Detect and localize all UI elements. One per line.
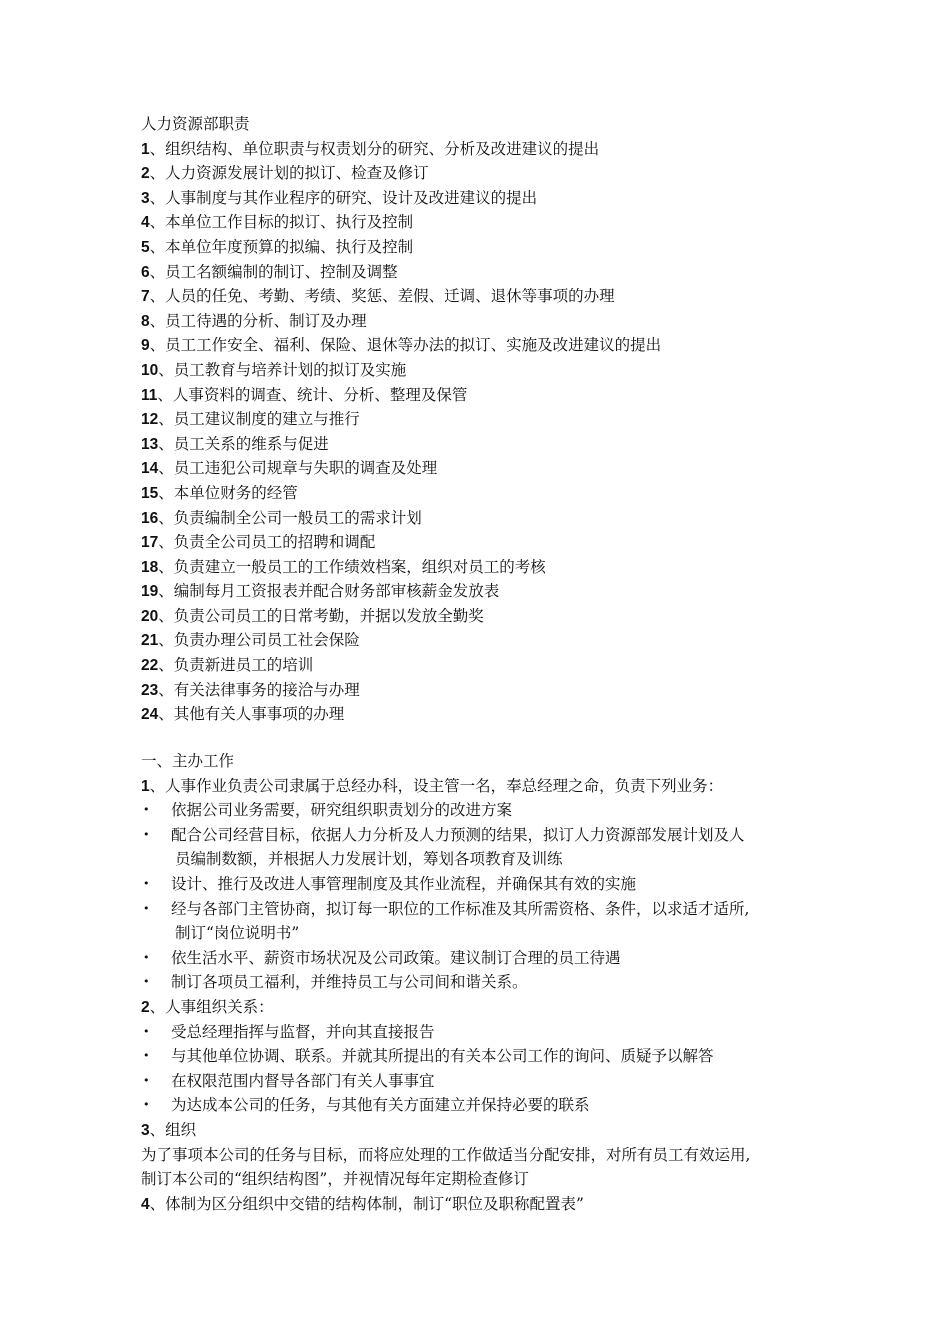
duty-text: 、人员的任免、考勤、考绩、奖惩、差假、迁调、退休等事项的办理 (149, 287, 615, 306)
bullet-continuation: 制订“岗位说明书” (175, 924, 300, 943)
duties-section (141, 112, 821, 727)
bullet-item (141, 872, 821, 897)
duty-text: 、本单位财务的经管 (158, 483, 298, 502)
bullet-item (141, 1069, 821, 1094)
duty-item (141, 161, 821, 186)
duty-item (141, 235, 821, 260)
item-text: 、体制为区分组织中交错的结构体制，制订“职位及职称配置表” (149, 1194, 584, 1213)
document-title: 人力资源部职责 (141, 115, 250, 133)
duty-text: 、员工工作安全、福利、保险、退休等办法的拟订、实施及改进建议的提出 (149, 336, 662, 355)
duty-text: 、员工关系的维系与促进 (158, 434, 329, 453)
duty-item (141, 432, 821, 457)
duty-item (141, 702, 821, 727)
duty-number: 12 (141, 411, 159, 429)
duties-list (141, 137, 821, 727)
duty-text: 、有关法律事务的接洽与办理 (158, 680, 360, 699)
duty-number: 15 (141, 484, 159, 502)
bullet-icon: • (143, 1049, 150, 1063)
duty-number: 21 (141, 632, 159, 650)
duty-item (141, 333, 821, 358)
bullet-item (141, 946, 821, 971)
bullet-text: 配合公司经营目标，依据人力分析及人力预测的结果，拟订人力资源部发展计划及人 (171, 825, 745, 844)
bullet-icon: • (143, 950, 150, 964)
duty-number: 22 (141, 657, 159, 675)
item-text: 、组织 (149, 1120, 197, 1139)
duty-text: 、员工教育与培养计划的拟订及实施 (158, 360, 407, 379)
duty-item (141, 210, 821, 235)
duty-item (141, 678, 821, 703)
duty-number: 10 (141, 361, 159, 379)
duty-text: 、人事制度与其作业程序的研究、设计及改进建议的提出 (149, 188, 538, 207)
bullet-text: 为达成本公司的任务，与其他有关方面建立并保持必要的联系 (171, 1096, 590, 1115)
item-3 (141, 1118, 821, 1143)
bullet-text: 依据公司业务需要，研究组织职责划分的改进方案 (171, 801, 513, 820)
duty-number: 2 (141, 165, 150, 183)
main-work-section (141, 749, 821, 1216)
duty-text: 、员工待遇的分析、制订及办理 (149, 311, 367, 330)
duty-text: 、其他有关人事事项的办理 (158, 705, 345, 724)
duty-number: 13 (141, 435, 159, 453)
duty-number: 6 (141, 263, 150, 281)
duty-number: 5 (141, 238, 150, 256)
duty-item (141, 456, 821, 481)
duty-text: 、负责全公司员工的招聘和调配 (158, 533, 376, 552)
bullet-item (141, 897, 821, 922)
duty-text: 、员工名额编制的制订、控制及调整 (149, 262, 398, 281)
bullet-text: 制订各项员工福利，并维持员工与公司间和谐关系。 (171, 973, 528, 992)
duty-text: 、负责办理公司员工社会保险 (158, 631, 360, 650)
duty-item (141, 309, 821, 334)
duty-number: 11 (141, 386, 158, 404)
bullet-icon: • (143, 901, 150, 915)
duty-text: 、员工建议制度的建立与推行 (158, 410, 360, 429)
duty-text: 、编制每月工资报表并配合财务部审核薪金发放表 (158, 582, 500, 601)
item-3-paragraph-line-1: 为了事项本公司的任务与目标，而将应处理的工作做适当分配安排，对所有员工有效运用, (141, 1145, 751, 1164)
bullet-text: 与其他单位协调、联系。并就其所提出的有关本公司工作的询问、质疑予以解答 (171, 1047, 714, 1066)
item-number: 2 (141, 998, 150, 1016)
duty-number: 19 (141, 583, 159, 601)
duty-text: 、组织结构、单位职责与权责划分的研究、分析及改进建议的提出 (149, 139, 600, 158)
bullet-text: 在权限范围内督导各部门有关人事事宜 (171, 1071, 435, 1090)
bullet-icon: • (143, 876, 150, 890)
item-number: 1 (141, 777, 150, 795)
duty-item (141, 653, 821, 678)
duty-item (141, 506, 821, 531)
duty-text: 、负责新进员工的培训 (158, 656, 314, 675)
duty-text: 、本单位年度预算的拟编、执行及控制 (149, 237, 414, 256)
duty-item (141, 284, 821, 309)
item-text: 、人事作业负责公司隶属于总经办科，设主管一名，奉总经理之命，负责下列业务： (149, 776, 724, 795)
bullet-item (141, 1093, 821, 1118)
item-4 (141, 1192, 821, 1217)
duty-number: 3 (141, 189, 150, 207)
duty-number: 1 (141, 140, 150, 158)
bullet-text: 经与各部门主管协商，拟订每一职位的工作标准及其所需资格、条件，以求适才适所, (171, 899, 750, 918)
bullet-icon: • (143, 803, 150, 817)
duty-number: 17 (141, 534, 159, 552)
duty-item (141, 186, 821, 211)
bullet-text: 依生活水平、薪资市场状况及公司政策。建议制订合理的员工待遇 (171, 948, 621, 967)
duty-item (141, 604, 821, 629)
bullet-item (141, 970, 821, 995)
duty-text: 、负责公司员工的日常考勤，并据以发放全勤奖 (158, 606, 484, 625)
duty-number: 20 (141, 607, 159, 625)
item-1 (141, 774, 821, 799)
duty-text: 、员工违犯公司规章与失职的调查及处理 (158, 459, 438, 478)
bullet-item (141, 1020, 821, 1045)
bullet-icon: • (143, 1024, 150, 1038)
duty-item (141, 358, 821, 383)
duty-text: 、负责编制全公司一般员工的需求计划 (158, 508, 422, 527)
bullet-text: 受总经理指挥与监督，并向其直接报告 (171, 1022, 435, 1041)
item-number: 4 (141, 1195, 150, 1213)
duty-text: 、人力资源发展计划的拟订、检查及修订 (149, 164, 429, 183)
duty-number: 24 (141, 706, 159, 724)
duty-number: 18 (141, 558, 159, 576)
duty-number: 23 (141, 681, 159, 699)
bullet-list-2 (141, 1020, 821, 1118)
item-number: 3 (141, 1121, 150, 1139)
duty-text: 、人事资料的调查、统计、分析、整理及保管 (157, 385, 468, 404)
duty-item (141, 260, 821, 285)
bullet-continuation: 员编制数额，并根据人力发展计划，筹划各项教育及训练 (175, 850, 563, 869)
duty-item (141, 555, 821, 580)
duty-number: 9 (141, 337, 150, 355)
bullet-item (141, 823, 821, 848)
duty-number: 14 (141, 460, 159, 478)
duty-item (141, 407, 821, 432)
bullet-item (141, 1044, 821, 1069)
duty-number: 4 (141, 214, 150, 232)
duty-item (141, 383, 821, 408)
item-2 (141, 995, 821, 1020)
duty-item (141, 137, 821, 162)
bullet-icon: • (143, 827, 150, 841)
section-heading: 一、主办工作 (141, 752, 235, 770)
duty-number: 7 (141, 288, 150, 306)
duty-text: 、负责建立一般员工的工作绩效档案，组织对员工的考核 (158, 557, 546, 576)
duty-number: 16 (141, 509, 159, 527)
duty-item (141, 530, 821, 555)
bullet-item (141, 798, 821, 823)
bullet-list-1 (141, 798, 821, 995)
item-text: 、人事组织关系： (149, 997, 274, 1016)
item-3-paragraph-line-2: 制订本公司的“组织结构图”，并视情况每年定期检查修订 (141, 1170, 529, 1189)
duty-item (141, 579, 821, 604)
duty-item (141, 628, 821, 653)
duty-item (141, 481, 821, 506)
bullet-icon: • (143, 975, 150, 989)
bullet-icon: • (143, 1073, 150, 1087)
duty-text: 、本单位工作目标的拟订、执行及控制 (149, 213, 414, 232)
duty-number: 8 (141, 312, 150, 330)
bullet-icon: • (143, 1098, 150, 1112)
bullet-text: 设计、推行及改进人事管理制度及其作业流程，并确保其有效的实施 (171, 874, 637, 893)
